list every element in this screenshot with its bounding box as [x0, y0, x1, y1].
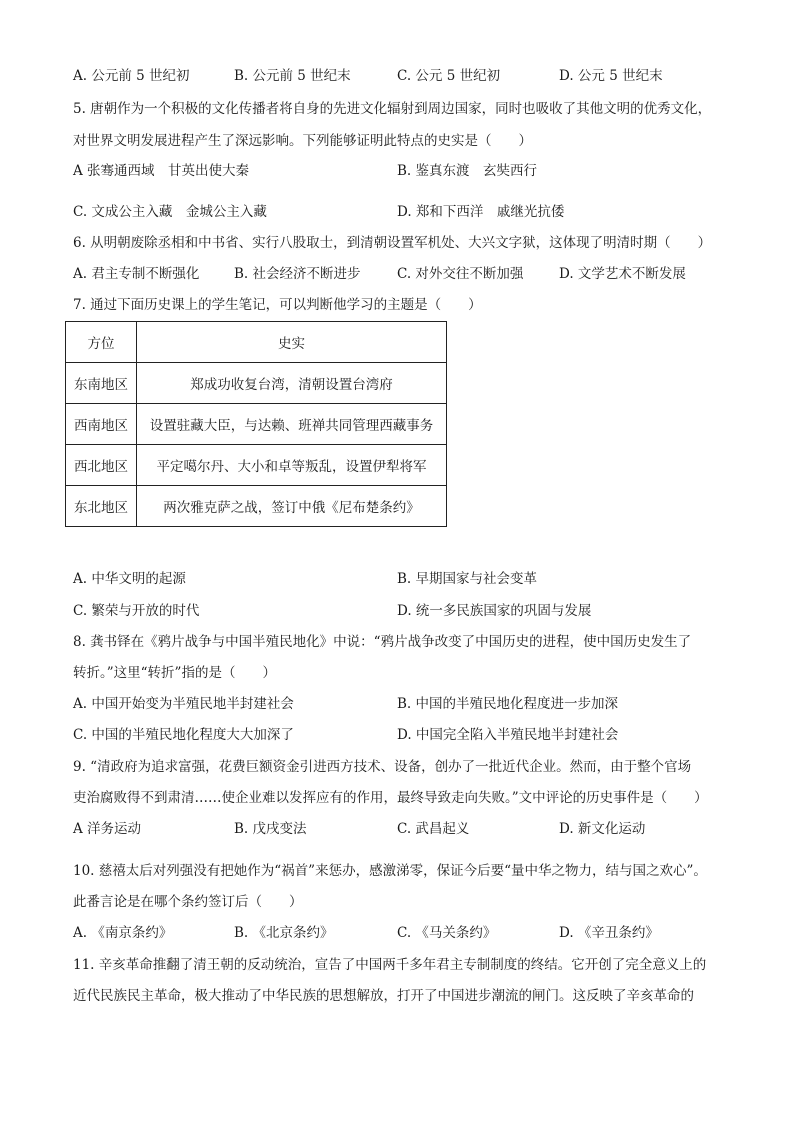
- q10-option-c: C. 《马关条约》: [397, 925, 497, 941]
- q8-option-c: C. 中国的半殖民地化程度大大加深了: [73, 727, 294, 743]
- q6-stem: 6. 从明朝废除丞相和中书省、实行八股取士，到清朝设置军机处、大兴文字狱，这体现了明清时期（ ）: [73, 235, 712, 251]
- q4-option-a: A. 公元前 5 世纪初: [73, 68, 190, 84]
- q8-stem-line2: 转折。”这里“转折”指的是（ ）: [73, 665, 276, 681]
- q8-option-d: D. 中国完全陷入半殖民地半封建社会: [397, 727, 619, 743]
- q7-option-a: A. 中华文明的起源: [73, 571, 186, 587]
- q4-option-c: C. 公元 5 世纪初: [397, 68, 501, 84]
- q8-stem-line1: 8. 龚书铎在《鸦片战争与中国半殖民地化》中说：“鸦片战争改变了中国历史的进程，使中国历史发生了: [73, 634, 692, 650]
- q9-stem-line2: 吏治腐败得不到肃清……使企业难以发挥应有的作用，最终导致走向失败。”文中评论的历史事件是（ ）: [73, 790, 708, 806]
- q5-option-a: A 张骞通西域 甘英出使大秦: [73, 163, 250, 179]
- q7-option-b: B. 早期国家与社会变革: [397, 571, 538, 587]
- table-header-row: [66, 322, 447, 363]
- table-cell: 平定噶尔丹、大小和卓等叛乱，设置伊犁将军: [137, 445, 447, 486]
- q9-stem-line1: 9. “清政府为追求富强，花费巨额资金引进西方技术、设备，创办了一批近代企业。然而，由于整个官场: [73, 759, 692, 775]
- q9-option-c: C. 武昌起义: [397, 821, 470, 837]
- q6-option-d: D. 文学艺术不断发展: [559, 266, 686, 282]
- q9-option-a: A 洋务运动: [73, 821, 142, 837]
- q5-option-d: D. 郑和下西洋 戚继光抗倭: [397, 204, 565, 220]
- table-header-cell: 史实: [137, 322, 447, 363]
- q11-stem-line1: 11. 辛亥革命推翻了清王朝的反动统治，宣告了中国两千多年君主专制制度的终结。它开创了完全意义上的: [73, 957, 707, 973]
- q10-option-d: D. 《辛丑条约》: [559, 925, 659, 941]
- table-row: [66, 486, 447, 527]
- q7-option-c: C. 繁荣与开放的时代: [73, 603, 200, 619]
- q10-stem-line2: 此番言论是在哪个条约签订后（ ）: [73, 894, 303, 910]
- q9-option-d: D. 新文化运动: [559, 821, 646, 837]
- table-cell: 东南地区: [66, 363, 137, 404]
- q6-option-a: A. 君主专制不断强化: [73, 266, 200, 282]
- q4-option-b: B. 公元前 5 世纪末: [234, 68, 351, 84]
- q10-option-b: B. 《北京条约》: [234, 925, 334, 941]
- table-row: [66, 363, 447, 404]
- q10-stem-line1: 10. 慈禧太后对列强没有把她作为“祸首”来惩办，感激涕零，保证今后要“量中华之物力，结与国之欢心”。: [73, 863, 707, 879]
- table-cell: 西南地区: [66, 404, 137, 445]
- q10-option-a: A. 《南京条约》: [73, 925, 173, 941]
- table-row: [66, 404, 447, 445]
- q8-option-b: B. 中国的半殖民地化程度进一步加深: [397, 696, 619, 712]
- table-header-cell: 方位: [66, 322, 137, 363]
- table-cell: 西北地区: [66, 445, 137, 486]
- q5-stem-line2: 对世界文明发展进程产生了深远影响。下列能够证明此特点的史实是（ ）: [73, 133, 532, 149]
- q6-option-c: C. 对外交往不断加强: [397, 266, 524, 282]
- q7-notes-table: [65, 321, 447, 527]
- q8-option-a: A. 中国开始变为半殖民地半封建社会: [73, 696, 294, 712]
- q5-option-c: C. 文成公主入藏 金城公主入藏: [73, 204, 267, 220]
- table-cell: 设置驻藏大臣，与达赖、班禅共同管理西藏事务: [137, 404, 447, 445]
- q4-option-d: D. 公元 5 世纪末: [559, 68, 663, 84]
- q7-stem: 7. 通过下面历史课上的学生笔记，可以判断他学习的主题是（ ）: [73, 297, 482, 313]
- q5-stem-line1: 5. 唐朝作为一个积极的文化传播者将自身的先进文化辐射到周边国家，同时也吸收了其他文明的优秀文化，: [73, 101, 712, 117]
- q6-option-b: B. 社会经济不断进步: [234, 266, 361, 282]
- q7-option-d: D. 统一多民族国家的巩固与发展: [397, 603, 592, 619]
- table-cell: 两次雅克萨之战，签订中俄《尼布楚条约》: [137, 486, 447, 527]
- q9-option-b: B. 戊戌变法: [234, 821, 307, 837]
- q5-option-b: B. 鉴真东渡 玄奘西行: [397, 163, 538, 179]
- table-cell: 郑成功收复台湾，清朝设置台湾府: [137, 363, 447, 404]
- q11-stem-line2: 近代民族民主革命，极大推动了中华民族的思想解放，打开了中国进步潮流的闸门。这反映了辛亥革命的: [73, 988, 694, 1004]
- table-row: [66, 445, 447, 486]
- table-cell: 东北地区: [66, 486, 137, 527]
